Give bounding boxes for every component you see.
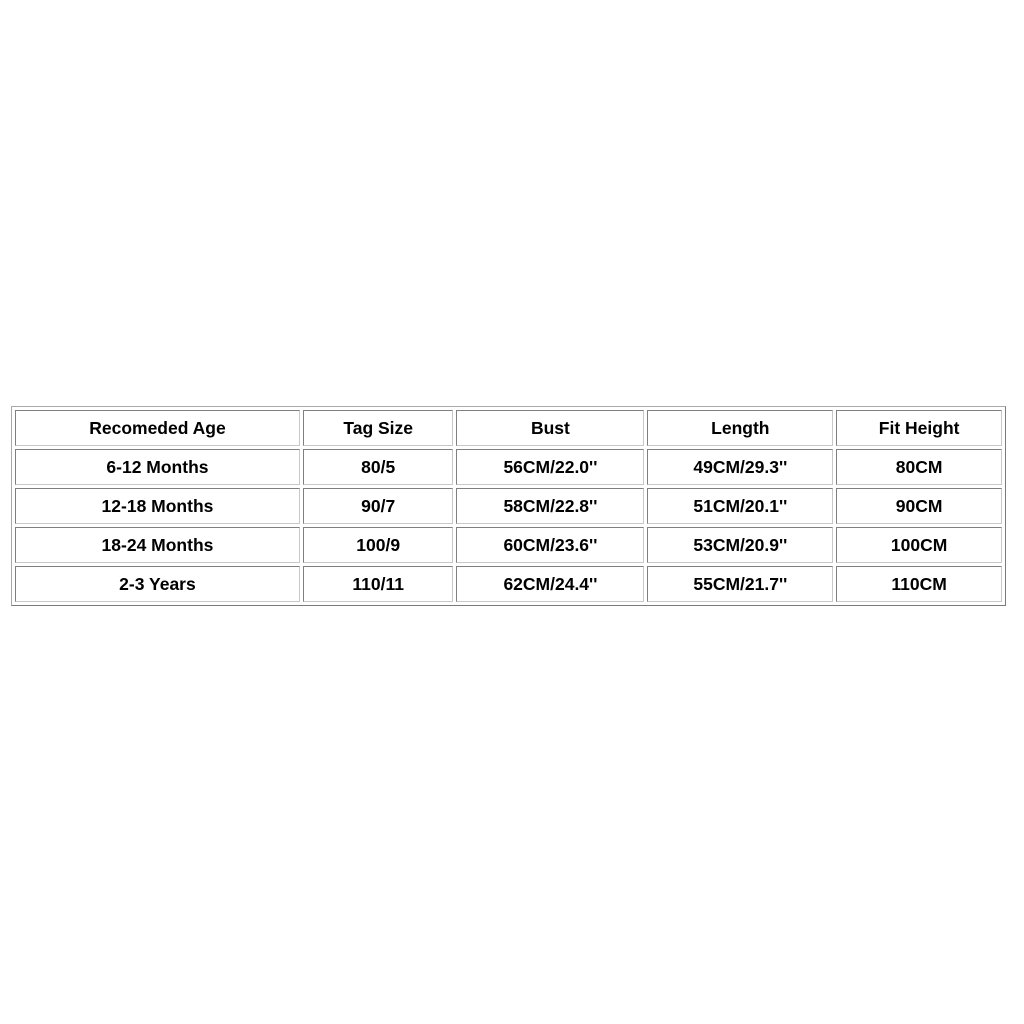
cell-tag-size: 80/5 — [303, 449, 454, 485]
header-length: Length — [647, 410, 833, 446]
cell-tag-size: 110/11 — [303, 566, 454, 602]
cell-length: 53CM/20.9'' — [647, 527, 833, 563]
cell-age: 2-3 Years — [15, 566, 300, 602]
cell-length: 55CM/21.7'' — [647, 566, 833, 602]
cell-bust: 60CM/23.6'' — [456, 527, 644, 563]
cell-tag-size: 100/9 — [303, 527, 454, 563]
cell-bust: 56CM/22.0'' — [456, 449, 644, 485]
cell-fit-height: 80CM — [836, 449, 1002, 485]
cell-age: 12-18 Months — [15, 488, 300, 524]
table-row — [15, 488, 1002, 524]
table-row — [15, 527, 1002, 563]
cell-age: 6-12 Months — [15, 449, 300, 485]
cell-bust: 62CM/24.4'' — [456, 566, 644, 602]
header-fit-height: Fit Height — [836, 410, 1002, 446]
size-chart-table — [11, 406, 1006, 606]
cell-bust: 58CM/22.8'' — [456, 488, 644, 524]
table-row — [15, 566, 1002, 602]
cell-age: 18-24 Months — [15, 527, 300, 563]
cell-length: 51CM/20.1'' — [647, 488, 833, 524]
header-bust: Bust — [456, 410, 644, 446]
header-recommended-age: Recomeded Age — [15, 410, 300, 446]
cell-length: 49CM/29.3'' — [647, 449, 833, 485]
cell-fit-height: 100CM — [836, 527, 1002, 563]
table-header-row — [15, 410, 1002, 446]
cell-tag-size: 90/7 — [303, 488, 454, 524]
table-row — [15, 449, 1002, 485]
cell-fit-height: 90CM — [836, 488, 1002, 524]
header-tag-size: Tag Size — [303, 410, 454, 446]
cell-fit-height: 110CM — [836, 566, 1002, 602]
